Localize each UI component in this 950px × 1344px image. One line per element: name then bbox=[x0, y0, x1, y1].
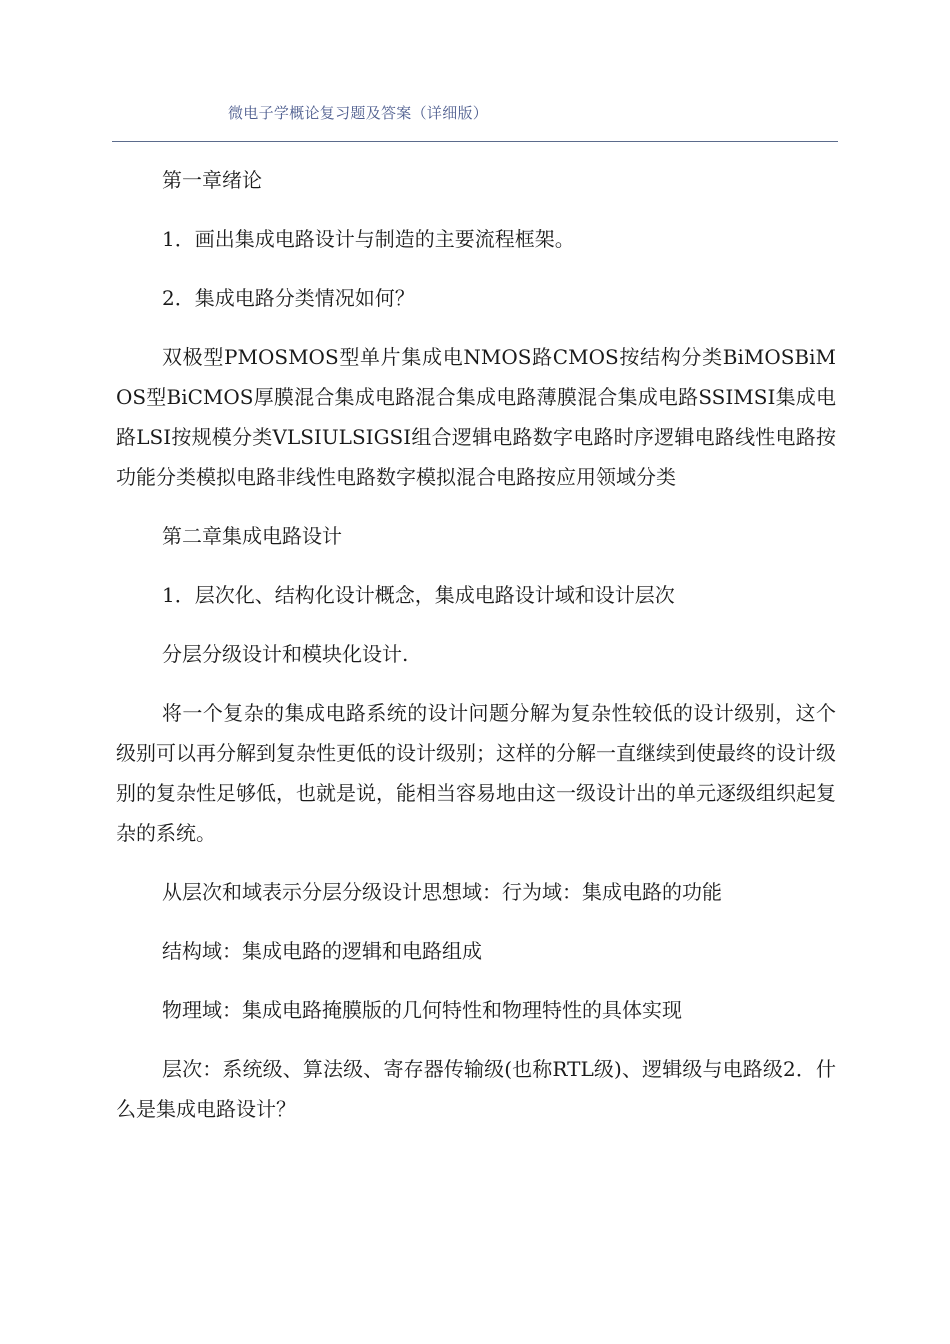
header-divider bbox=[112, 141, 838, 142]
answer-1-2: 双极型PMOSMOS型单片集成电NMOS路CMOS按结构分类BiMOSBiMOS型BiCMOS厚膜混合集成电路混合集成电路薄膜混合集成电路SSIMSI集成电路LSI按规模分类VLSIULSIGSI组合逻辑电路数字电路时序逻辑电路线性电路按功能分类模拟电路非线性电路数字模拟混合电路按应用领域分类 bbox=[116, 345, 836, 489]
answer-2-1-physical-domain: 物理域：集成电路掩膜版的几何特性和物理特性的具体实现 bbox=[162, 998, 682, 1022]
answer-2-1-levels: 层次：系统级、算法级、寄存器传输级(也称RTL级)、逻辑级与电路级2．什么是集成电路设计？ bbox=[116, 1057, 836, 1121]
chapter-1-heading: 第一章绪论 bbox=[162, 168, 262, 192]
question-1-1: 1．画出集成电路设计与制造的主要流程框架。 bbox=[162, 227, 575, 251]
chapter-2-heading: 第二章集成电路设计 bbox=[162, 524, 342, 548]
document-header-title: 微电子学概论复习题及答案（详细版） bbox=[228, 104, 489, 122]
question-2-1: 1．层次化、结构化设计概念，集成电路设计域和设计层次 bbox=[162, 583, 675, 607]
answer-2-1-summary: 分层分级设计和模块化设计. bbox=[162, 642, 409, 666]
answer-2-1-domains: 从层次和域表示分层分级设计思想域：行为域：集成电路的功能 bbox=[162, 880, 722, 904]
answer-2-1-structural-domain: 结构域：集成电路的逻辑和电路组成 bbox=[162, 939, 482, 963]
question-1-2: 2．集成电路分类情况如何？ bbox=[162, 286, 415, 310]
answer-2-1-explanation: 将一个复杂的集成电路系统的设计问题分解为复杂性较低的设计级别，这个级别可以再分解到复杂性更低的设计级别；这样的分解一直继续到使最终的设计级别的复杂性足够低，也就是说，能相当容易地由这一级设计出的单元逐级组织起复杂的系统。 bbox=[116, 701, 836, 845]
document-body bbox=[116, 160, 836, 1148]
